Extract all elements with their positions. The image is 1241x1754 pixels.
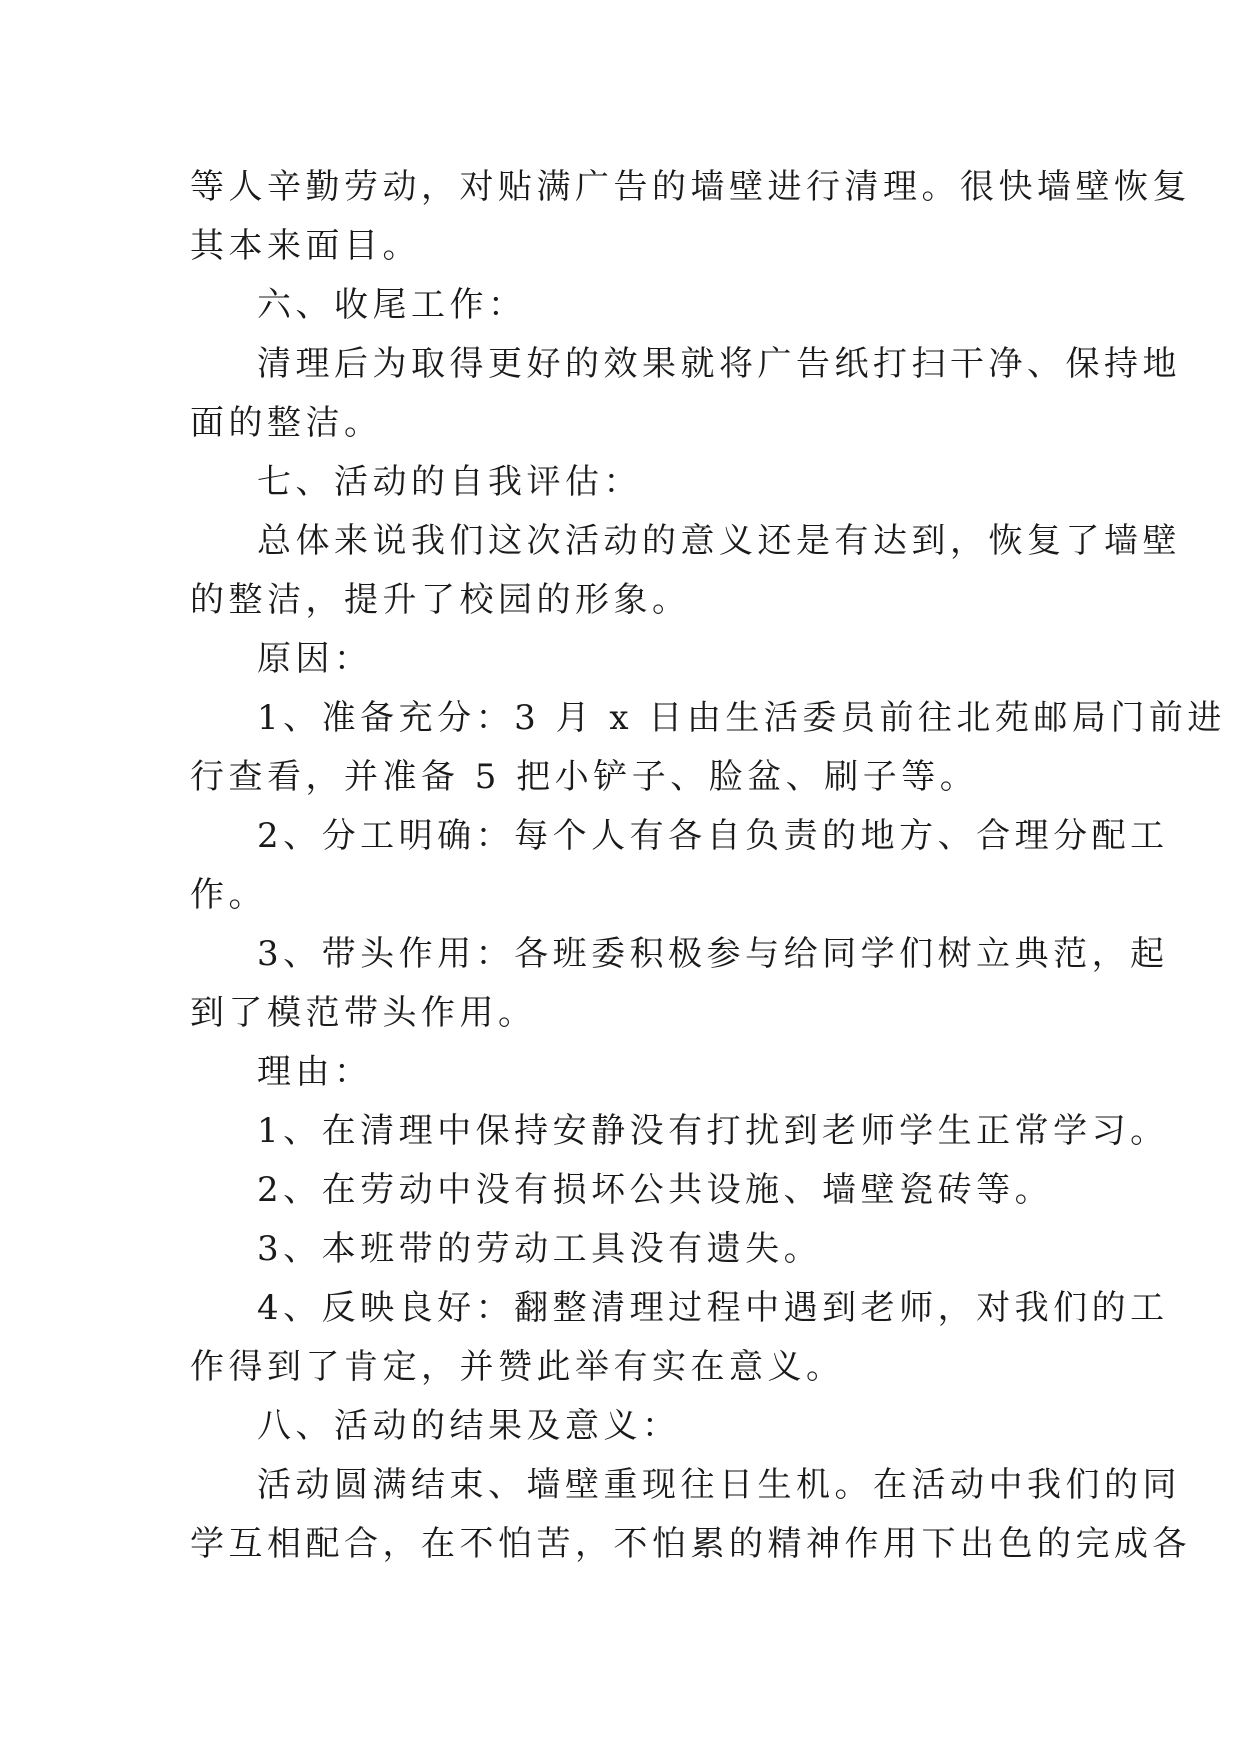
text-line: 总体来说我们这次活动的意义还是有达到，恢复了墙壁 (257, 521, 1181, 561)
text-line: 活动圆满结束、墙壁重现往日生机。在活动中我们的同 (257, 1465, 1181, 1505)
text-line: 的整洁，提升了校园的形象。 (190, 580, 691, 620)
list-item: 3、带头作用：各班委积极参与给同学们树立典范，起 (257, 934, 1169, 974)
list-item: 2、在劳动中没有损坏公共设施、墙壁瓷砖等。 (257, 1170, 1054, 1210)
section-heading: 六、收尾工作： (257, 285, 527, 325)
text-line: 面的整洁。 (190, 403, 383, 443)
section-heading: 八、活动的结果及意义： (257, 1406, 681, 1446)
list-item: 4、反映良好：翻整清理过程中遇到老师，对我们的工 (257, 1288, 1169, 1328)
list-item: 1、准备充分：3 月 x 日由生活委员前往北苑邮局门前进 (257, 698, 1226, 738)
subsection-heading: 理由： (257, 1052, 373, 1092)
section-heading: 七、活动的自我评估： (257, 462, 642, 502)
list-item-continuation: 行查看，并准备 5 把小铲子、脸盆、刷子等。 (190, 757, 979, 797)
text-line: 其本来面目。 (190, 226, 421, 266)
text-line: 学互相配合，在不怕苦，不怕累的精神作用下出色的完成各 (190, 1524, 1191, 1564)
list-item: 1、在清理中保持安静没有打扰到老师学生正常学习。 (257, 1111, 1169, 1151)
list-item: 3、本班带的劳动工具没有遗失。 (257, 1229, 823, 1269)
list-item-continuation: 作得到了肯定，并赞此举有实在意义。 (190, 1347, 845, 1387)
list-item: 2、分工明确：每个人有各自负责的地方、合理分配工 (257, 816, 1169, 856)
text-line: 等人辛勤劳动，对贴满广告的墙壁进行清理。很快墙壁恢复 (190, 167, 1191, 207)
text-line: 清理后为取得更好的效果就将广告纸打扫干净、保持地 (257, 344, 1181, 384)
list-item-continuation: 到了模范带头作用。 (190, 993, 537, 1033)
subsection-heading: 原因： (257, 639, 373, 679)
document-body (190, 158, 1226, 1574)
list-item-continuation: 作。 (190, 875, 267, 915)
